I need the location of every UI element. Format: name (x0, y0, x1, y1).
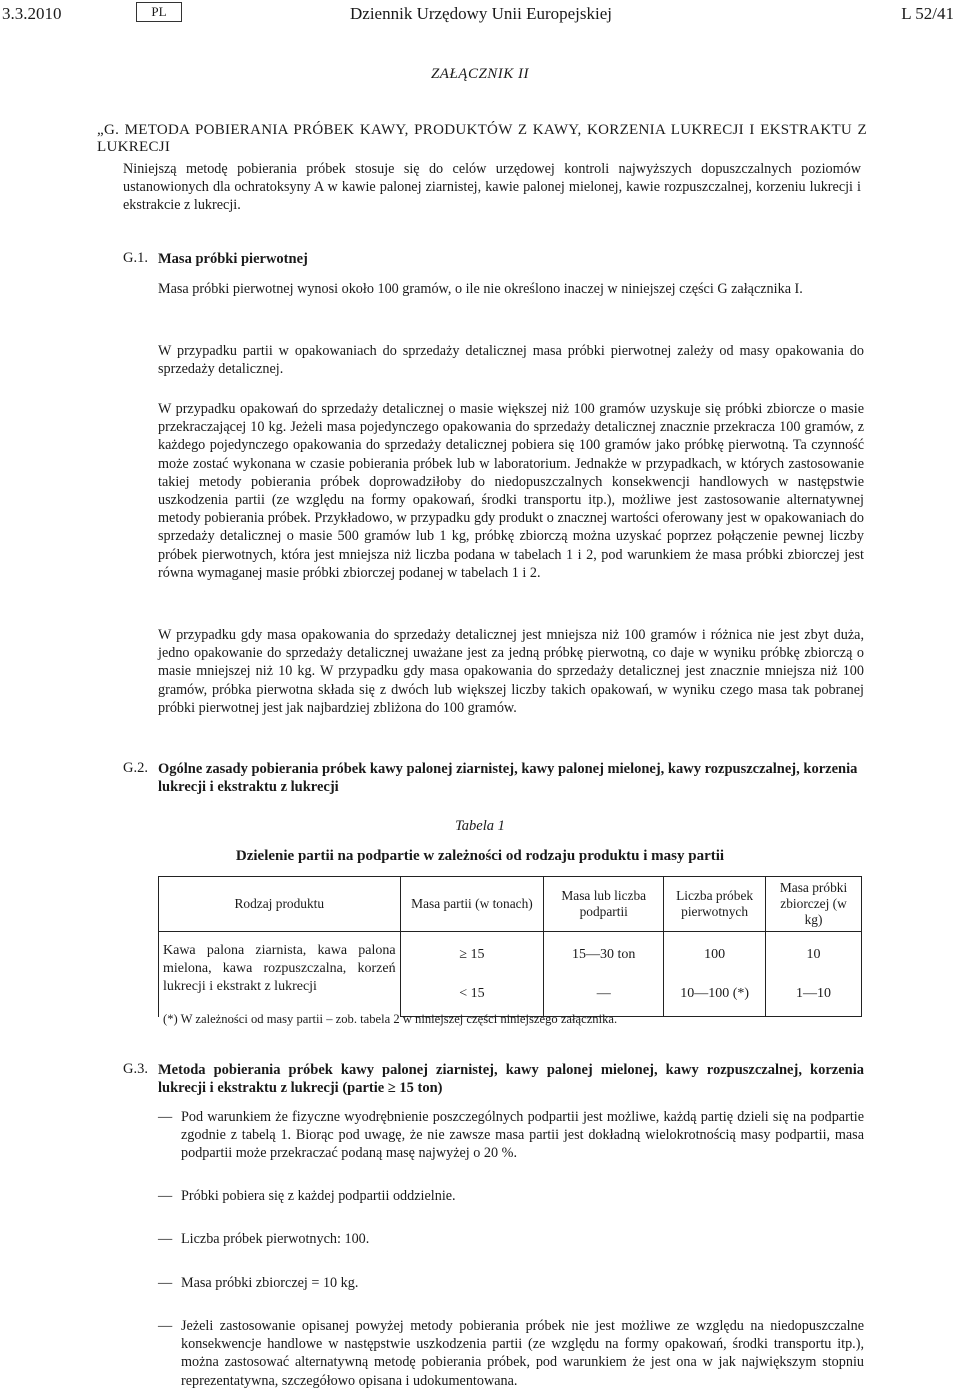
g1-number: G.1. (123, 250, 148, 266)
table-header: Liczba próbek pierwotnych (664, 877, 766, 932)
annex-title: ZAŁĄCZNIK II (430, 66, 530, 82)
table-label: Tabela 1 (455, 818, 505, 834)
table-cell: 10—100 (*) (664, 972, 766, 1017)
table-header: Masa partii (w tonach) (400, 877, 544, 932)
header-date: 3.3.2010 (2, 4, 62, 23)
language-badge: PL (136, 2, 182, 22)
list-item-text: Próbki pobiera się z każdej podpartii oddzielnie. (181, 1188, 456, 1204)
table-header: Masa lub liczba podpartii (544, 877, 664, 932)
g1-paragraph-2: W przypadku partii w opakowaniach do sprzedaży detalicznej masa próbki pierwotnej zależy od masy opakowania do sprzedaży detalicznej. (158, 343, 864, 378)
g3-number: G.3. (123, 1061, 148, 1077)
intro-paragraph: Niniejszą metodę pobierania próbek stosuje się do celów urzędowej kontroli najwyższych dopuszczalnych poziomów ustanowionych dla ochratoksyny A w kawie palonej ziarnistej, kawie palonej mielonej, kawie rozpuszczalnej, korzeniu lukrecji i ekstrakcie z lukrecji. (123, 161, 861, 214)
page-header (0, 4, 960, 28)
table-cell: — (544, 972, 664, 1017)
list-item-text: Pod warunkiem że fizyczne wyodrębnienie poszczególnych podpartii jest możliwe, każdą partię dzieli się na podpartie zgodnie z tabelą 1. Biorąc pod uwagę, że nie zawsze masa partii jest dokładną wielokrotnością masy podpartii, masa podpartii może przekraczać podaną masę najwyżej o 20 %. (181, 1109, 864, 1162)
table-header: Masa próbki zbiorczej (w kg) (766, 877, 862, 932)
table-header-row (159, 877, 862, 932)
table-row (159, 932, 862, 973)
journal-title: Dziennik Urzędowy Unii Europejskiej (350, 4, 613, 23)
table-cell: 1—10 (766, 972, 862, 1017)
journal-reference: L 52/41 (901, 4, 954, 23)
table-cell: 100 (664, 932, 766, 973)
table-cell-product: Kawa palona ziarnista, kawa palona mielona, kawa rozpuszczalna, korzeń lukrecji i ekstrakt z lukrecji (159, 932, 401, 1017)
table-cell: 10 (766, 932, 862, 973)
g1-paragraph-4: W przypadku gdy masa opakowania do sprzedaży detalicznej jest mniejsza niż 100 gramów i różnica nie jest zbyt duża, jedno opakowanie do sprzedaży detalicznej uważane jest za jedną próbkę pierwotną, co daje w wyniku próbkę zbiorczą o masie mniejszej niż 10 kg. W przypadku gdy masa opakowania do sprzedaży detalicznej jest znacznie mniejsza niż 100 gramów, próbka pierwotna składa się z dwóch lub większej liczby takich opakowań, w wyniku czego masa tak pobranej próbki pierwotnej jest jak najbardziej zbliżona do 100 gramów. (158, 627, 864, 716)
g2-number: G.2. (123, 760, 148, 776)
g1-paragraph-1: Masa próbki pierwotnej wynosi około 100 gramów, o ile nie określono inaczej w niniejszej części G załącznika I. (158, 281, 803, 297)
table-caption: Dzielenie partii na podpartie w zależności od rodzaju produktu i masy partii (235, 848, 725, 864)
list-dash: — (158, 1318, 173, 1334)
list-dash: — (158, 1109, 173, 1125)
table-cell: ≥ 15 (400, 932, 544, 973)
section-title: „G. METODA POBIERANIA PRÓBEK KAWY, PRODUKTÓW Z KAWY, KORZENIA LUKRECJI I EKSTRAKTU Z LUKRECJI (97, 122, 867, 155)
g1-heading: Masa próbki pierwotnej (158, 251, 308, 267)
table-footnote: (*) W zależności od masy partii – zob. tabela 2 w niniejszej części niniejszego załącznika. (163, 1012, 618, 1026)
list-dash: — (158, 1188, 173, 1204)
g3-heading: Metoda pobierania próbek kawy palonej ziarnistej, kawy palonej mielonej, kawy rozpuszczalnej, korzenia lukrecji i ekstraktu z lukrecji (partie ≥ 15 ton) (158, 1062, 864, 1096)
table-cell: < 15 (400, 972, 544, 1017)
list-item-text: Liczba próbek pierwotnych: 100. (181, 1231, 370, 1247)
table-header: Rodzaj produktu (159, 877, 401, 932)
g1-paragraph-3: W przypadku opakowań do sprzedaży detalicznej o masie większej niż 100 gramów uzyskuje się próbki zbiorcze o masie przekraczającej 10 kg. Jeżeli masa pojedynczego opakowania do sprzedaży detalicznej znacznie przekracza 100 gramów, z każdego pojedynczego opakowania do sprzedaży detalicznej pobiera się 100 gramów jako próbkę pierwotną. Ta czynność może zostać wykonana w czasie pobierania próbek lub w laboratorium. Jednakże w przypadkach, w których zastosowanie takiej metody pobierania próbek doprowadziłoby do niedopuszczalnych konsekwencji handlowych w następstwie uszkodzenia partii (ze względu na formy opakowań, środki transportu itp.), możliwe jest zastosowanie alternatywnej metody pobierania próbek. Przykładowo, w przypadku gdy produkt o znacznej wartości oferowany jest w opakowaniach do sprzedaży detalicznej o masie 500 gramów lub 1 kg, próbkę zbiorczą można uzyskać poprzez połączenie pewnej liczby próbek pierwotnych, która jest mniejsza niż liczba podana w tabelach 1 i 2, pod warunkiem że masa próbki zbiorczej jest równa wymaganej masie próbki zbiorczej podanej w tabelach 1 i 2. (158, 401, 864, 581)
list-item-text: Masa próbki zbiorczej = 10 kg. (181, 1275, 359, 1291)
list-dash: — (158, 1231, 173, 1247)
table-cell: 15—30 ton (544, 932, 664, 973)
list-dash: — (158, 1275, 173, 1291)
sampling-table (158, 876, 862, 1017)
g2-heading: Ogólne zasady pobierania próbek kawy palonej ziarnistej, kawy palonej mielonej, kawy rozpuszczalnej, korzenia lukrecji i ekstraktu z lukrecji (158, 761, 858, 795)
list-item-text: Jeżeli zastosowanie opisanej powyżej metody pobierania próbek nie jest możliwe ze względu na niedopuszczalne konsekwencje handlowe w następstwie uszkodzenia partii (ze względu na formy opakowań, środki transportu itp.), można zastosować alternatywną metodę pobierania próbek, pod warunkiem że jest ona w jak największym stopniu reprezentatywna, szczegółowo opisana i udokumentowana. (181, 1318, 864, 1389)
